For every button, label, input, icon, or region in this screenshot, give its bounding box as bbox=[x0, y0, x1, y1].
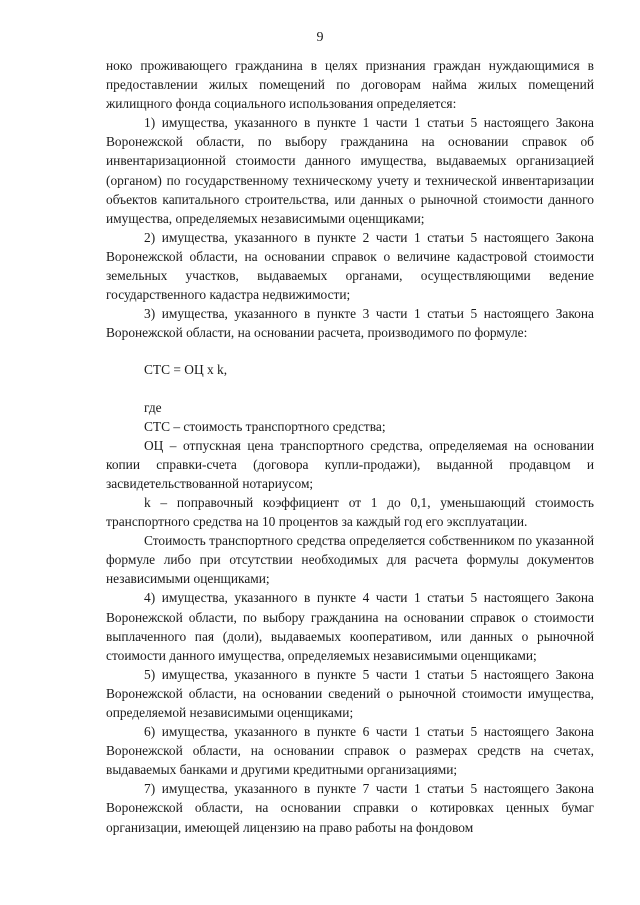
paragraph-cost-note: Стоимость транспортного средства определяется собственником по указанной формуле либо при отсутствии необходимых для расчета формулы документов независимыми оценщиками; bbox=[106, 533, 594, 587]
where-label: где bbox=[144, 399, 162, 415]
paragraph-item-3: 3) имущества, указанного в пункте 3 части 1 статьи 5 настоящего Закона Воронежской области, на основании расчета, производимого по формуле: bbox=[106, 306, 594, 341]
definition-oc: ОЦ – отпускная цена транспортного средства, определяемая на основании копии справки-счета (договора купли-продажи), выданной продавцом и засвидетельствованной нотариусом; bbox=[106, 437, 594, 491]
paragraph-item-4: 4) имущества, указанного в пункте 4 части 1 статьи 5 настоящего Закона Воронежской области, по выбору гражданина на основании справок о стоимости выплаченного пая (доли), выдаваемых кооперативом, или данных о рыночной стоимости данного имущества, определяемых независимыми оценщиками; bbox=[106, 590, 594, 663]
formula: СТС = ОЦ х k, bbox=[144, 362, 228, 378]
paragraph-item-2: 2) имущества, указанного в пункте 2 части 1 статьи 5 настоящего Закона Воронежской области, на основании справок о величине кадастровой стоимости земельных участков, выдаваемых органами, осуществляющими ведение государственного кадастра недвижимости; bbox=[106, 229, 594, 303]
paragraph-item-6: 6) имущества, указанного в пункте 6 части 1 статьи 5 настоящего Закона Воронежской области, на основании справок о размерах средств на счетах, выдаваемых банками и другими кредитными организациями; bbox=[106, 724, 594, 778]
paragraph-item-5: 5) имущества, указанного в пункте 5 части 1 статьи 5 настоящего Закона Воронежской области, на основании сведений о рыночной стоимости имущества, определяемой независимыми оценщиками; bbox=[106, 666, 594, 720]
paragraph-item-7: 7) имущества, указанного в пункте 7 части 1 статьи 5 настоящего Закона Воронежской области, на основании справки о котировках ценных бумаг организации, имеющей лицензию на право работы на фондовом bbox=[106, 781, 594, 835]
paragraph-item-1: 1) имущества, указанного в пункте 1 части 1 статьи 5 настоящего Закона Воронежской области, по выбору гражданина на основании справок об инвентаризационной стоимости данного имущества, выдаваемых организацией (органом) по государственному техническому учету и технической инвентаризации объектов капитального строительства, или данных о рыночной стоимости данного имущества, определяемых независимыми оценщиками; bbox=[106, 115, 594, 226]
definition-k: k – поправочный коэффициент от 1 до 0,1, уменьшающий стоимость транспортного средства на 10 процентов за каждый год его эксплуатации. bbox=[106, 494, 594, 530]
document-body bbox=[106, 56, 594, 837]
paragraph-intro: ноко проживающего гражданина в целях признания граждан нуждающимися в предоставлении жилых помещений по договорам найма жилых помещений жилищного фонда социального использования определяется: bbox=[106, 58, 594, 112]
page-number: 9 bbox=[316, 30, 324, 45]
definition-sts: СТС – стоимость транспортного средства; bbox=[144, 418, 386, 434]
